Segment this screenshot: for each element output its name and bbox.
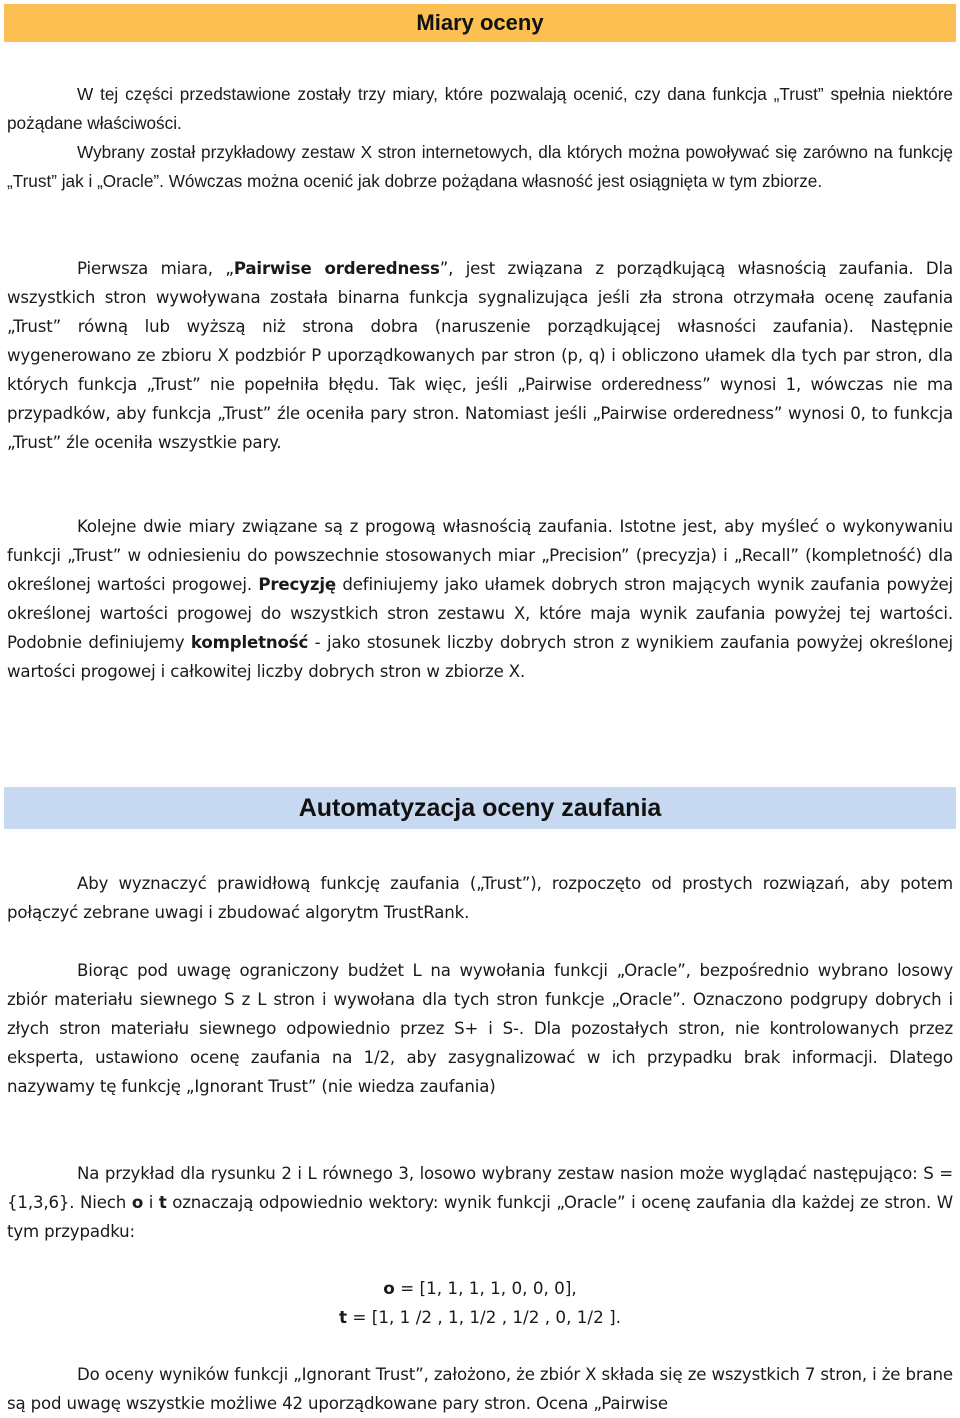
vector-t-line: [0, 1303, 960, 1332]
section-title-miary-oceny: [4, 4, 956, 42]
paragraph-intro-2: Wybrany został przykładowy zestaw X stron internetowych, dla których można powoływać się zarówno na funkcję „Trust” jak i „Oracle”. Wówczas można ocenić jak dobrze pożądana własność jest osiągnięta w tym zbiorze.: [7, 142, 953, 191]
vector-t-value: = [1, 1 /2 , 1, 1/2 , 1/2 , 0, 1/2 ].: [347, 1307, 621, 1327]
vector-o-name: o: [383, 1278, 395, 1298]
text-run: Kolejne dwie miary związane są z progową własnością zaufania. Istotne jest, aby myśleć o wykonywaniu funkcji „Trust” w odniesieniu do powszechnie stosowanych miar „Precision” (precyzja) i „Recall” (kompletność) dla określonej wartości progowej.: [7, 517, 953, 594]
term-kompletnosc: kompletność: [190, 633, 309, 652]
paragraph-pairwise-orderedness: [7, 254, 953, 457]
section-title-automatyzacja: [4, 787, 956, 829]
paragraph-ignorant-trust: Biorąc pod uwagę ograniczony budżet L na wywołania funkcji „Oracle”, bezpośrednio wybrano losowy zbiór materiału siewnego S z L stron i wywołana dla tych stron funkcje „Oracle”. Oznaczono podgrupy dobrych i złych stron materiału siewnego odpowiednio przez S+ i S-. Dla pozostałych stron, nie kontrolowanych przez eksperta, ustawiono ocenę zaufania na 1/2, aby zasygnalizować w ich przypadku brak informacji. Dlatego nazywamy tę funkcję „Ignorant Trust” (nie wiedza zaufania): [7, 961, 953, 1096]
paragraph-intro-1: W tej części przedstawione zostały trzy miary, które pozwalają ocenić, czy dana funkcja „Trust” spełnia niektóre pożądane właściwości.: [7, 84, 953, 133]
vector-o-value: = [1, 1, 1, 1, 0, 0, 0],: [394, 1278, 577, 1298]
paragraph-example: [7, 1159, 953, 1246]
text-run: i: [143, 1193, 159, 1212]
vector-t-symbol: t: [158, 1193, 167, 1212]
section-title-text: Miary oceny: [416, 10, 544, 35]
term-pairwise-orderedness: Pairwise orderedness: [233, 259, 440, 278]
text-run: - jako stosunek liczby dobrych stron z wynikiem zaufania powyżej określonej wartości progowej i całkowitej liczby dobrych stron w zbiorze X.: [7, 633, 953, 681]
paragraph-evaluation: Do oceny wyników funkcji „Ignorant Trust”, założono, że zbiór X składa się ze wszystkich 7 stron, i że brane są pod uwagę wszystkie możliwe 42 uporządkowane pary stron. Ocena „Pairwise: [7, 1365, 953, 1413]
vector-o-line: [0, 1274, 960, 1303]
text-run: Na przykład dla rysunku 2 i L równego 3, losowo wybrany zestaw nasion może wyglądać następująco: S = {1,3,6}. Niech: [7, 1164, 953, 1212]
text-run: definiujemy jako ułamek dobrych stron mających wynik zaufania powyżej określonej wartości progowej do wszystkich stron zestawu X, które maja wynik zaufania powyżej tej wartości. Podobnie definiujemy: [7, 575, 954, 652]
text-run: ”, jest związana z porządkującą własnością zaufania. Dla wszystkich stron wywoływana została binarna funkcja sygnalizująca jeśli zła strona otrzymała ocenę zaufania „Trust” równą lub wyższą niż strona dobra (naruszenie porządkującej własności zaufania). Następnie wygenerowano ze zbioru X podzbiór P uporządkowanych par stron (p, q) i obliczono ułamek dla tych par stron, dla których funkcja „Trust” nie popełniła błędu. Tak więc, jeśli „Pairwise orderedness” wynosi 1, wówczas nie ma przypadków, aby funkcja „Trust” źle oceniła pary stron. Natomiast jeśli „Pairwise orderedness” wynosi 0, to funkcja „Trust” źle oceniła wszystkie pary.: [7, 259, 953, 452]
text-run: Pierwsza miara, „: [77, 259, 234, 278]
text-run: oznaczają odpowiednio wektory: wynik funkcji „Oracle” i ocenę zaufania dla każdej ze stron. W tym przypadku:: [7, 1193, 953, 1241]
section-title-text: Automatyzacja oceny zaufania: [298, 793, 662, 822]
vector-o-symbol: o: [131, 1193, 144, 1212]
term-precyzje: Precyzję: [258, 575, 336, 594]
vector-t-name: t: [339, 1307, 348, 1327]
paragraph-threshold-measures: [7, 512, 953, 686]
paragraph-trust-function: Aby wyznaczyć prawidłową funkcję zaufania („Trust”), rozpoczęto od prostych rozwiązań, aby potem połączyć zebrane uwagi i zbudować algorytm TrustRank.: [7, 874, 953, 922]
